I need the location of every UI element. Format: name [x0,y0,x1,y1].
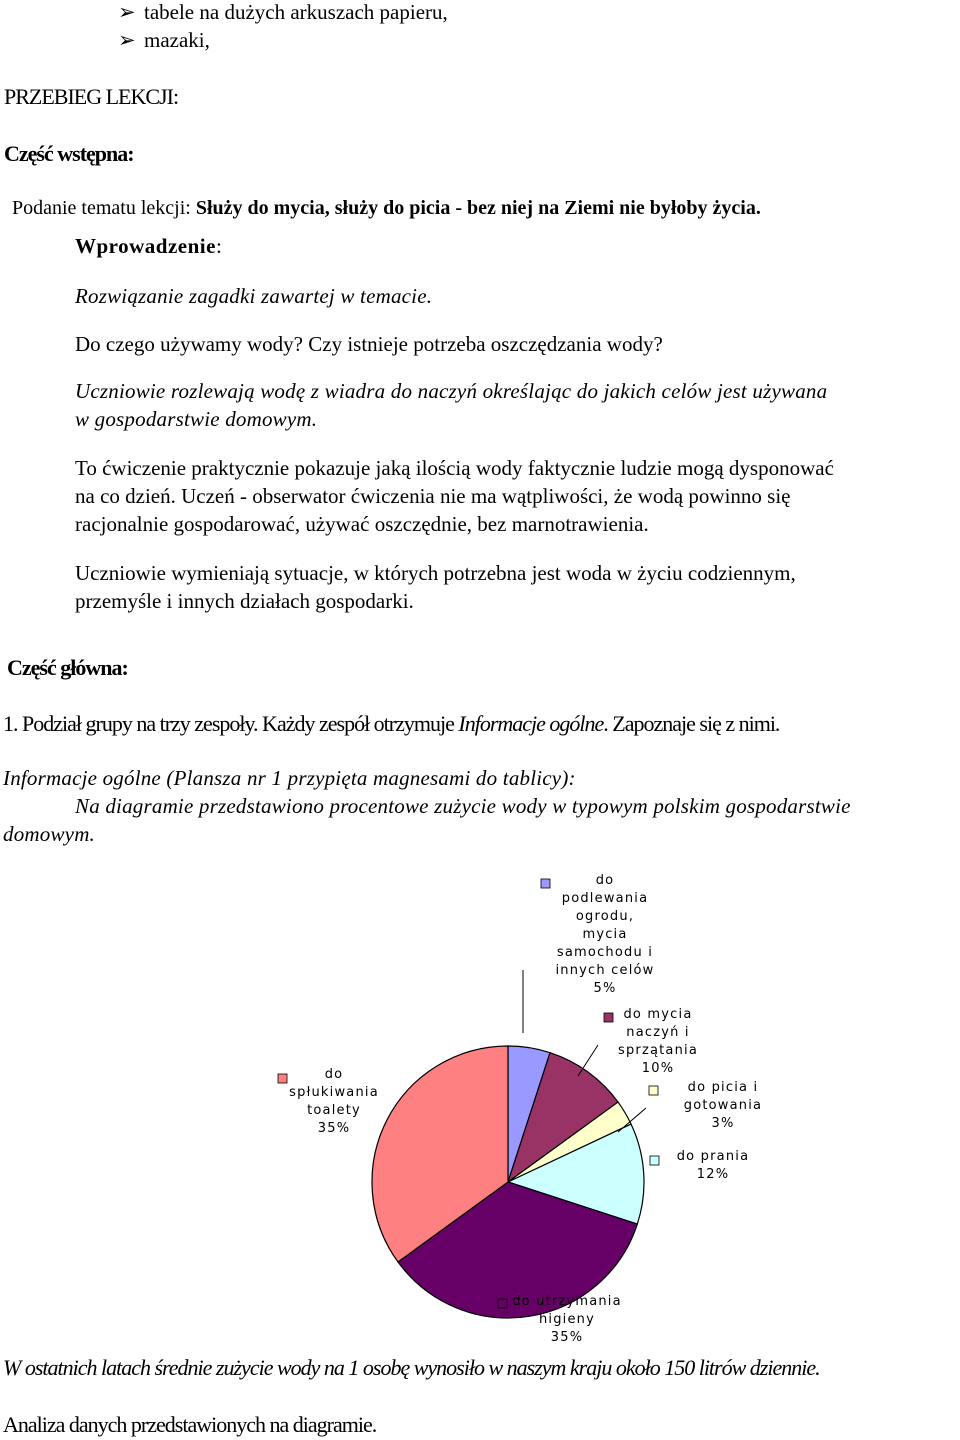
materials-item-text: tabele na dużych arkuszach papieru, [144,0,448,24]
cwiczenie-paragraph [75,454,960,538]
section-heading-wstepna: Część wstępna: [4,141,134,166]
legend-swatch [498,1299,507,1308]
legend-swatch [649,1086,658,1095]
wymieniaja-line: Uczniowie wymieniają sytuacje, w których potrzebna jest woda w życiu codziennym, [75,561,796,585]
slice-label: do utrzymania higieny 35% [512,1294,622,1345]
diagram-line: Na diagramie przedstawiono procentowe zużycie wody w typowym polskim gospodarstwie [75,794,851,818]
legend-swatch [278,1074,287,1083]
zagadka-paragraph: Rozwiązanie zagadki zawartej w temacie. [75,284,433,308]
wprowadzenie-colon: : [215,234,223,258]
cwiczenie-line: To ćwiczenie praktycznie pokazuje jaką ilością wody faktycznie ludzie mogą dysponować [75,456,834,480]
legend-swatch [650,1156,659,1165]
slice-label: do picia i gotowania 3% [683,1080,763,1131]
wymieniaja-paragraph [75,559,960,615]
pie-chart [218,850,766,1352]
materials-item [118,0,448,25]
wprowadzenie-label: Wprowadzenie [75,234,216,258]
footer-note: W ostatnich latach średnie zużycie wody na 1 osobę wynosiło w naszym kraju około 150 litrów dziennie. [3,1355,820,1380]
wprowadzenie-heading [75,234,222,259]
materials-item [118,28,210,53]
arrow-bullet-icon: ➢ [118,28,136,52]
wymieniaja-line: przemyśle i innych działach gospodarki. [75,589,414,613]
arrow-bullet-icon: ➢ [118,0,136,24]
podzial-prefix: 1. Podział grupy na trzy zespoły. Każdy zespół otrzymuje [3,711,459,736]
uczniowie-line: w gospodarstwie domowym. [75,407,318,431]
info-heading: Informacje ogólne (Plansza nr 1 przypięta magnesami do tablicy): [3,766,576,790]
slice-label: do podlewania ogrodu, mycia samochodu i innych celów 5% [555,873,655,996]
podzial-suffix: . Zapoznaje się z nimi. [603,711,780,736]
topic-line [12,197,761,220]
slice-label: do prania 12% [676,1149,750,1182]
section-heading-glowna: Część główna: [7,655,128,680]
questions-paragraph: Do czego używamy wody? Czy istnieje potrzeba oszczędzania wody? [75,332,663,356]
topic-title: Służy do mycia, służy do picia - bez niej na Ziemi nie byłoby życia. [195,197,761,219]
section-heading-przebieg: PRZEBIEG LEKCJI: [4,84,179,109]
uczniowie-paragraph [75,377,960,433]
cwiczenie-line: racjonalnie gospodarować, używać oszczędnie, bez marnotrawienia. [75,512,649,536]
topic-prefix: Podanie tematu lekcji: [12,197,196,219]
cwiczenie-line: na co dzień. Uczeń - obserwator ćwiczenia nie ma wątpliwości, że wodą powinno się [75,484,791,508]
podzial-line [3,711,779,737]
slice-label: do mycia naczyń i sprzątania 10% [617,1007,699,1076]
materials-item-text: mazaki, [144,28,210,52]
slice-label: do spłukiwania toalety 35% [289,1067,379,1136]
uczniowie-line: Uczniowie rozlewają wodę z wiadra do naczyń określając do jakich celów jest używana [75,379,828,403]
podzial-italic: Informacje ogólne [458,711,604,736]
legend-swatch [541,879,550,888]
pie-chart-svg [218,850,766,1352]
diagram-line: domowym. [3,822,96,846]
analiza-line: Analiza danych przedstawionych na diagramie. [3,1412,377,1437]
legend-swatch [604,1013,613,1022]
